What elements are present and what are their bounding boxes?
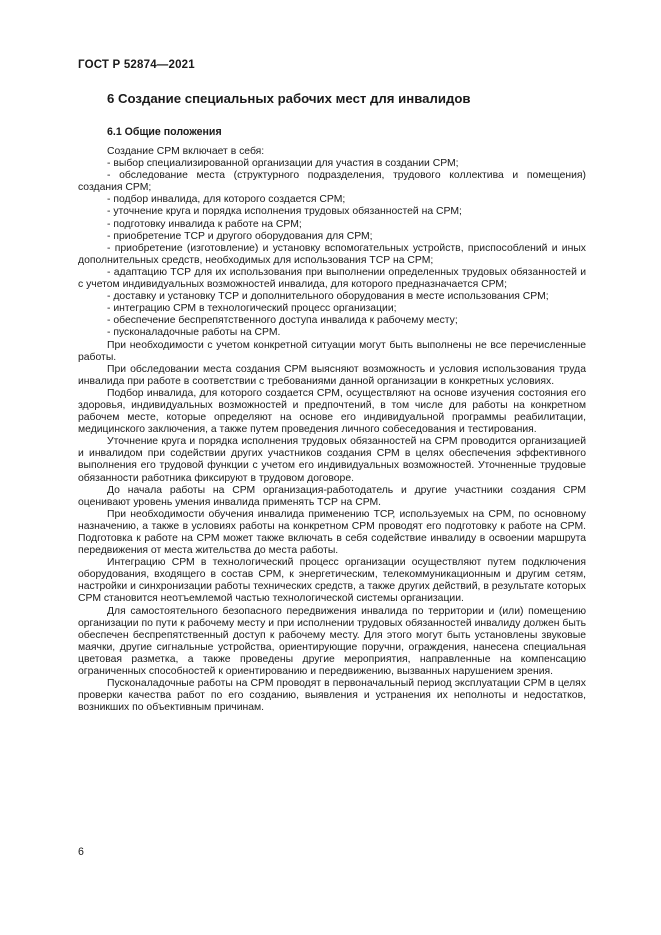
list-item: - обеспечение беспрепятственного доступа инвалида к рабочему месту; (107, 315, 458, 327)
list-item: - доставку и установку ТСР и дополнительного оборудования в месте использования СРМ; (107, 291, 549, 303)
list-item: - подготовку инвалида к работе на СРМ; (107, 218, 302, 230)
list-item: - адаптацию ТСР для их использования при выполнении определенных трудовых обязанностей и с учетом индивидуальных возможностей инвалида, для которого предназначается СРМ; (78, 266, 586, 291)
list-item: - подбор инвалида, для которого создается СРМ; (107, 194, 346, 206)
paragraph: Пусконаладочные работы на СРМ проводят в первоначальный период эксплуатации СРМ в целях проверки качества работ по его созданию, выявления и устранения их неполноты и недостатков, возникших по объективным причинам. (78, 678, 586, 714)
paragraph: Для самостоятельного безопасного передвижения инвалида по территории и (или) помещению организации по пути к рабочему месту и при исполнении трудовых обязанностей инвалиду должен быть обеспечен беспрепятственный доступ к рабочему месту. Для этого могут быть установлены звуковые маячки, другие сигнальные устройства, ориентирующие поручни, ограждения, нанесена специальная цветовая разметка, а также проведены другие мероприятия, направленные на компенсацию ограниченных способностей к ориентированию и передвижению, вызванных нарушением зрения. (78, 605, 586, 678)
paragraph: При необходимости с учетом конкретной ситуации могут быть выполнены не все перечисленные работы. (78, 339, 586, 363)
list-item: - пусконаладочные работы на СРМ. (107, 327, 281, 339)
list-item: - приобретение (изготовление) и установку вспомогательных устройств, приспособлений и иных дополнительных средств, необходимых для использования ТСР на СРМ; (78, 242, 586, 266)
paragraph: Уточнение круга и порядка исполнения трудовых обязанностей на СРМ проводится организацией и инвалидом при содействии других участников создания СРМ в целях обеспечения эффективного выполнения его трудовой функции с учетом его индивидуальных возможностей. Уточненные трудовые обязанности работника фиксируют в трудовом договоре. (78, 436, 586, 484)
section-title: 6 Создание специальных рабочих мест для инвалидов (107, 91, 471, 106)
list-item: - приобретение ТСР и другого оборудования для СРМ; (107, 230, 373, 242)
subsection-title: 6.1 Общие положения (107, 126, 222, 138)
list-item: - интеграцию СРМ в технологический процесс организации; (107, 303, 397, 315)
document-header: ГОСТ Р 52874—2021 (78, 59, 195, 71)
paragraph: До начала работы на СРМ организация-работодатель и другие участники создания СРМ оценивают уровень умения инвалида применять ТСР на СРМ. (78, 484, 586, 508)
paragraph: Подбор инвалида, для которого создается СРМ, осуществляют на основе изучения состояния его здоровья, индивидуальных возможностей и предпочтений, в том числе для работы на конкретном рабочем месте, которые определяют на основе его индивидуальной программы реабилитации, медицинского заключения, а также путем проведения личного собеседования и тестирования. (78, 387, 586, 436)
list-item: - выбор специализированной организации для участия в создании СРМ; (107, 158, 459, 170)
paragraph: Интеграцию СРМ в технологический процесс организации осуществляют путем подключения оборудования, входящего в состав СРМ, к энергетическим, телекоммуникационным и другим сетям, настройки и синхронизации работы технических средств, а также других действий, в результате которых СРМ становится неотъемлемой частью технологической системы организации. (78, 557, 586, 605)
list-item: - обследование места (структурного подразделения, трудового коллектива и помещения) создания СРМ; (78, 170, 586, 194)
paragraph: При обследовании места создания СРМ выясняют возможность и условия использования труда инвалида при работе в соответствии с требованиями данной организации в конкретных условиях. (78, 363, 586, 387)
body-text (78, 146, 586, 714)
paragraph: При необходимости обучения инвалида применению ТСР, используемых на СРМ, по основному назначению, а также в условиях работы на конкретном СРМ проводят его подготовку к работе на СРМ. Подготовка к работе на СРМ может также включать в себя содействие инвалиду в освоении маршрута передвижения от места жительства до места работы. (78, 508, 586, 557)
paragraph: Создание СРМ включает в себя: (107, 146, 265, 157)
list-item: - уточнение круга и порядка исполнения трудовых обязанностей на СРМ; (107, 206, 462, 218)
page-number: 6 (78, 846, 84, 858)
